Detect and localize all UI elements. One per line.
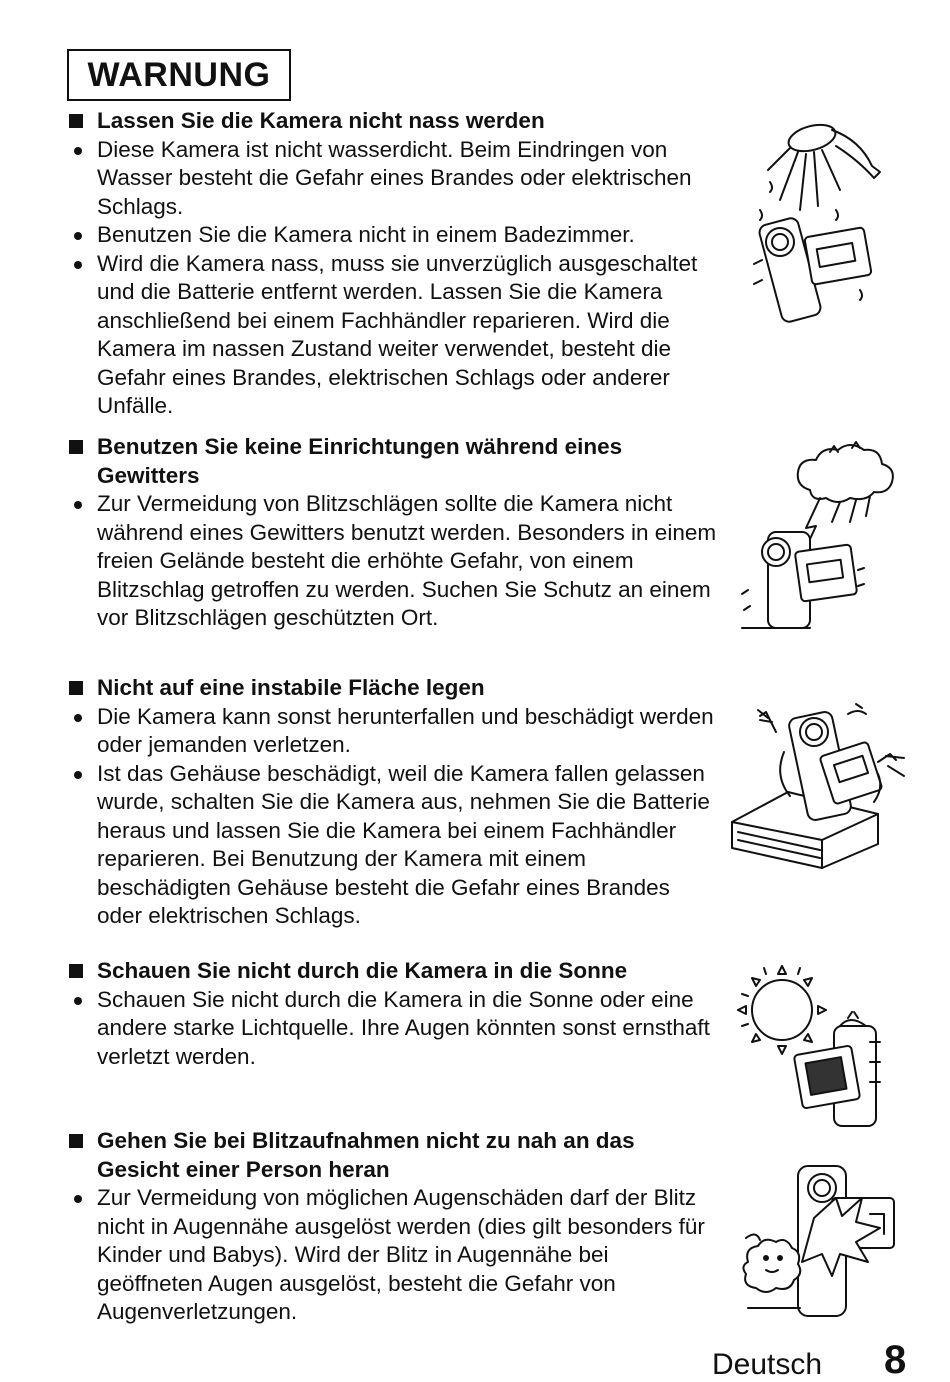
bullet-dot-icon: [74, 771, 82, 779]
thunderstorm-camera-illustration: [740, 440, 930, 630]
bullet-dot-icon: [74, 261, 82, 269]
warning-title: WARNUNG: [67, 49, 291, 101]
section-heading: Nicht auf eine instabile Fläche legen: [67, 674, 717, 703]
footer-language: Deutsch: [712, 1348, 823, 1381]
list-item: Benutzen Sie die Kamera nicht in einem Badezimmer.: [67, 221, 717, 250]
sun-camera-illustration: [730, 962, 910, 1132]
section-wet: [67, 107, 717, 421]
section-sun: [67, 957, 717, 1071]
flash-camera-illustration: [740, 1158, 910, 1328]
list-item: Diese Kamera ist nicht wasserdicht. Beim Eindringen von Wasser besteht die Gefahr eines Brandes oder elektrischen Schlags.: [67, 136, 717, 222]
section-heading: Gehen Sie bei Blitzaufnahmen nicht zu nah an das Gesicht einer Person heran: [67, 1127, 717, 1184]
list-item: Zur Vermeidung von Blitzschlägen sollte die Kamera nicht während eines Gewitters benutzt werden. Besonders in einem freien Gelände besteht die erhöhte Gefahr, von einem Blitzschlag getroffen zu werden. Suchen Sie Schutz an einem vor Blitzschlägen geschützten Ort.: [67, 490, 717, 633]
shower-camera-illustration: [740, 110, 890, 340]
bullet-dot-icon: [74, 232, 82, 240]
section-heading: Schauen Sie nicht durch die Kamera in die Sonne: [67, 957, 717, 986]
bullet-dot-icon: [74, 997, 82, 1005]
section-heading: Lassen Sie die Kamera nicht nass werden: [67, 107, 717, 136]
bullet-dot-icon: [74, 501, 82, 509]
bullet-dot-icon: [74, 1195, 82, 1203]
section-heading: Benutzen Sie keine Einrichtungen während eines Gewitters: [67, 433, 717, 490]
square-bullet-icon: [69, 1134, 83, 1148]
list-item: Wird die Kamera nass, muss sie unverzüglich ausgeschaltet und die Batterie entfernt werden. Lassen Sie die Kamera anschließend bei einem Fachhändler reparieren. Wird die Kamera im nassen Zustand weiter verwendet, besteht die Gefahr eines Brandes, elektrischen Schlags oder anderer Unfälle.: [67, 250, 717, 421]
square-bullet-icon: [69, 440, 83, 454]
list-item: Die Kamera kann sonst herunterfallen und beschädigt werden oder jemanden verletzen.: [67, 703, 717, 760]
section-flash: [67, 1127, 717, 1327]
square-bullet-icon: [69, 681, 83, 695]
square-bullet-icon: [69, 114, 83, 128]
page-number: 8: [884, 1338, 907, 1382]
bullet-dot-icon: [74, 714, 82, 722]
section-thunderstorm: [67, 433, 717, 633]
section-unstable-surface: [67, 674, 717, 931]
falling-camera-illustration: [728, 692, 918, 872]
list-item: Zur Vermeidung von möglichen Augenschäden darf der Blitz nicht in Augennähe ausgelöst werden (dies gilt besonders für Kinder und Babys). Wird der Blitz in Augennähe bei geöffneten Augen ausgelöst, besteht die Gefahr von Augenverletzungen.: [67, 1184, 717, 1327]
list-item: Schauen Sie nicht durch die Kamera in die Sonne oder eine andere starke Lichtquelle. Ihre Augen könnten sonst ernsthaft verletzt werden.: [67, 986, 717, 1072]
list-item: Ist das Gehäuse beschädigt, weil die Kamera fallen gelassen wurde, schalten Sie die Kamera aus, nehmen Sie die Batterie heraus und lassen Sie die Kamera bei einem Fachhändler reparieren. Bei Benutzung der Kamera mit einem beschädigten Gehäuse besteht die Gefahr eines Brandes oder elektrischen Schlags.: [67, 760, 717, 931]
square-bullet-icon: [69, 964, 83, 978]
bullet-dot-icon: [74, 147, 82, 155]
